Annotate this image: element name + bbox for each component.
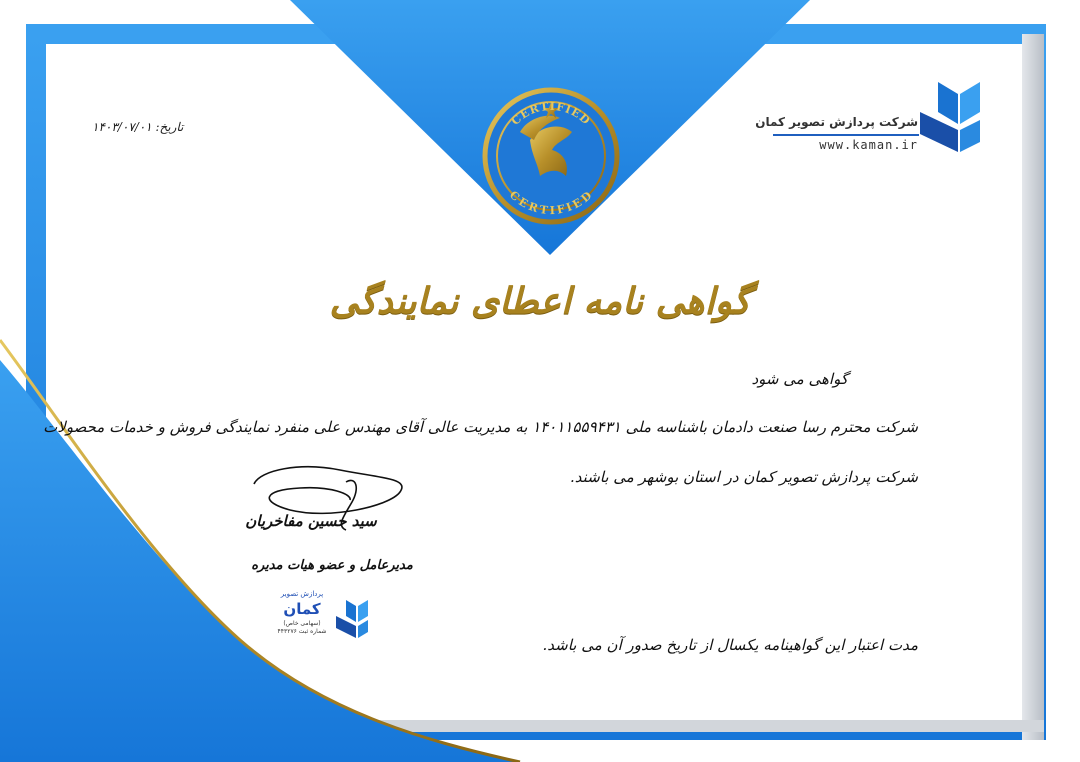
signer-name: سید حسین مفاخریان — [245, 512, 377, 530]
svg-text:CERTIFIED — [507, 188, 595, 217]
gray-right-strip — [1022, 34, 1044, 740]
stamp-registration-text: شماره ثبت ۴۴۳۲۷۶ — [277, 628, 327, 635]
validity-note: مدت اعتبار این گواهینامه یکسال از تاریخ صدور آن می باشد. — [542, 636, 918, 654]
seal-bottom-text: CERTIFIED — [506, 188, 596, 218]
company-divider — [773, 134, 919, 136]
issue-date: تاریخ: ۱۴۰۳/۰۷/۰۱ — [92, 120, 184, 134]
stamp-brand-text: کمان — [283, 600, 321, 618]
certificate-body-line-2: شرکت پردازش تصویر کمان در استان بوشهر می باشند. — [570, 468, 918, 486]
certificate-body-line-1: شرکت محترم رسا صنعت دادمان باشناسه ملی ۱۴۰۱۱۵۵۹۴۳۱ به مدیریت عالی آقای مهندس علی منفرد نمایندگی فروش و خدمات محصولات — [43, 418, 918, 436]
company-url: www.kaman.ir — [819, 138, 918, 152]
stamp-sub-text: (سهامی خاص) — [283, 620, 321, 627]
svg-text:CERTIFIED — [509, 100, 593, 128]
certificate-title: گواهی نامه اعطای نمایندگی — [329, 280, 751, 322]
signer-role: مدیرعامل و عضو هیات مدیره — [251, 558, 413, 573]
stamp-top-text: پردازش تصویر — [280, 590, 324, 598]
company-name: شرکت پردازش تصویر کمان — [755, 115, 918, 129]
seal-text — [482, 88, 620, 226]
seal-top-text: CERTIFIED — [508, 99, 594, 128]
certificate-intro: گواهی می شود — [751, 370, 848, 388]
